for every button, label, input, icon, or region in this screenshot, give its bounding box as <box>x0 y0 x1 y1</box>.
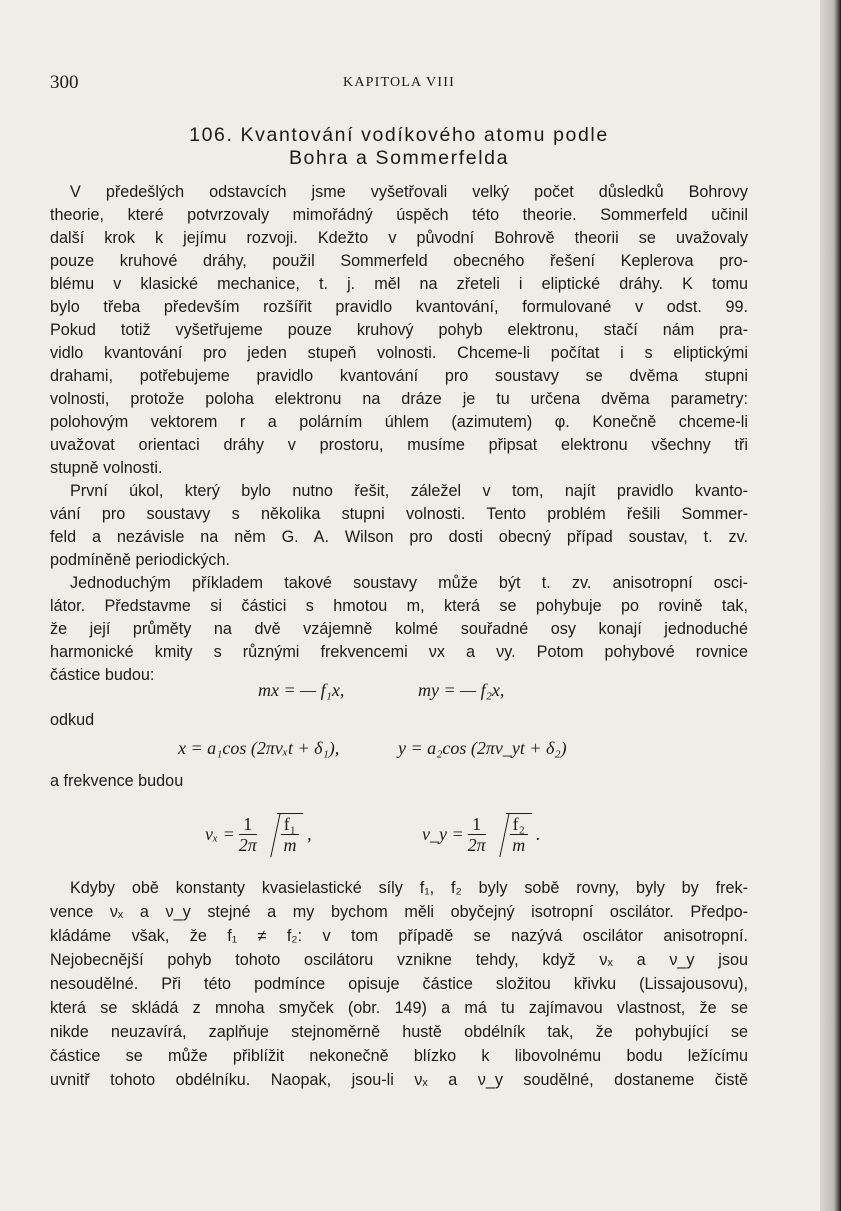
p4-line-5: nesoudělné. Při této podmínce opisuje částice složitou křivku (Lissajousovu), <box>50 975 748 993</box>
p2-line-2: vání pro soustavy s několika stupni volnosti. Tento problém řešili Sommer- <box>50 505 748 523</box>
p4-line-2: vence νₓ a ν_y stejné a my bychom měli obyčejný isotropní oscilátor. Předpo- <box>50 903 748 921</box>
p3-line-4: harmonické kmity s různými frekvencemi νx a νy. Potom pohybové rovnice <box>50 643 748 661</box>
p1-line-4: pouze kruhové dráhy, použil Sommerfeld obecného řešení Keplerova pro- <box>50 252 748 270</box>
p4-line-7: nikde neuzavírá, zaplňuje stejnoměrně hustě obdélník tak, že pohybující se <box>50 1023 748 1041</box>
p1-line-1: V předešlých odstavcích jsme vyšetřovali velký počet důsledků Bohrovy <box>70 183 748 201</box>
freq-x-root-num: f₁ <box>281 814 299 835</box>
freq-x-root-den: m <box>283 835 297 855</box>
p1-line-9: drahami, potřebujeme pravidlo kvantování pro soustavy se dvěma stupni <box>50 367 748 385</box>
word-frekvence: a frekvence budou <box>50 772 184 790</box>
freq-y-den: 2π <box>467 834 486 855</box>
equation-frequency-y <box>422 806 540 862</box>
p1-line-10: volnosti, protože poloha elektronu na dráze je tu určena dvěma parametry: <box>50 390 748 408</box>
p4-line-4: Nejobecnější pohyb tohoto oscilátoru vznikne tehdy, když νₓ a ν_y jsou <box>50 951 748 969</box>
freq-x-num: 1 <box>239 814 257 835</box>
p4-line-6: která se skládá z mnoha smyček (obr. 149) a má tu zajímavou vlastnost, že se <box>50 999 748 1017</box>
p2-line-1: První úkol, který bylo nutno řešit, záležel v tom, najít pravidlo kvanto- <box>70 482 748 500</box>
p2-line-4: podmíněně periodických. <box>50 551 230 569</box>
p1-line-8: vidlo kvantování pro jeden stupeň volnosti. Chceme-li počítat i s eliptickými <box>50 344 748 362</box>
freq-y-num: 1 <box>468 814 486 835</box>
freq-x-lhs: νₓ = <box>205 823 235 844</box>
facing-page-edge <box>820 0 841 1211</box>
p2-line-3: feld a nezávisle na něm G. A. Wilson pro dosti obecný případ soustav, t. zv. <box>50 528 748 546</box>
p3-line-1: Jednoduchým příkladem takové soustavy může být t. zv. anisotropní osci- <box>70 574 748 592</box>
chapter-heading: KAPITOLA VIII <box>343 75 455 90</box>
freq-y-root-den: m <box>512 835 526 855</box>
section-title-line-1: 106. Kvantování vodíkového atomu podle <box>189 124 609 146</box>
page-number: 300 <box>50 72 79 93</box>
equation-solution-y: y = a₂cos (2πν_yt + δ₂) <box>398 738 567 758</box>
equation-solution-x: x = a₁cos (2πνₓt + δ₁), <box>178 738 340 758</box>
p3-line-5: částice budou: <box>50 666 155 684</box>
freq-separator: , <box>307 823 312 844</box>
equation-motion-y: my = — f₂x, <box>418 680 505 700</box>
p1-line-11: polohovým vektorem r a polárním úhlem (azimutem) φ. Konečně chceme-li <box>50 413 748 431</box>
freq-x-root <box>263 813 303 855</box>
section-title-line-2: Bohra a Sommerfelda <box>288 147 510 169</box>
equation-motion-x: mx = — f₁x, <box>258 680 345 700</box>
p1-line-3: další krok k jejímu rozvoji. Kdežto v původní Bohrově theorii se uvažovaly <box>50 229 748 247</box>
p3-line-3: že její průměty na dvě vzájemně kolmé souřadné osy konají jednoduché <box>50 620 748 638</box>
equation-frequency-x <box>205 806 312 862</box>
freq-x-den: 2π <box>238 834 257 855</box>
p1-line-2: theorie, které potvrzovaly mimořádný úspěch této theorie. Sommerfeld učinil <box>50 206 748 224</box>
p1-line-13: stupně volnosti. <box>50 459 163 477</box>
page-header <box>50 72 748 96</box>
p1-line-6: bylo třeba především rozšířit pravidlo kvantování, formulované v odst. 99. <box>50 298 748 316</box>
p4-line-1: Kdyby obě konstanty kvasielastické síly f₁, f₂ byly sobě rovny, byly by frek- <box>70 879 748 897</box>
p1-line-7: Pokud totiž vyšetřujeme pouze kruhový pohyb elektronu, stačí nám pra- <box>50 321 748 339</box>
word-odkud: odkud <box>50 711 95 729</box>
freq-y-lhs: ν_y = <box>422 823 464 844</box>
equation-frequencies <box>50 806 748 866</box>
freq-end: . <box>535 823 541 844</box>
p4-line-8: částice se může přiblížit nekonečně blízko k libovolnému bodu ležícímu <box>50 1047 748 1065</box>
freq-y-root-num: f₂ <box>510 814 528 835</box>
p1-line-5: blému v klasické mechanice, t. j. měl na zřeteli i eliptické dráhy. K tomu <box>50 275 748 293</box>
p3-line-2: látor. Představme si částici s hmotou m, která se pohybuje po rovině tak, <box>50 597 748 615</box>
p1-line-12: uvažovat orientaci dráhy v prostoru, musíme připsat elektronu všechny tři <box>50 436 748 454</box>
p4-line-9: uvnitř tohoto obdélníku. Naopak, jsou-li νₓ a ν_y soudělné, dostaneme čistě <box>50 1071 748 1089</box>
freq-y-root <box>492 813 532 855</box>
freq-y-fraction <box>468 814 486 855</box>
section-title <box>50 124 748 170</box>
freq-x-fraction <box>239 814 257 855</box>
p4-line-3: kládáme však, že f₁ ≠ f₂: v tom případě se nazývá oscilátor anisotropní. <box>50 927 748 945</box>
